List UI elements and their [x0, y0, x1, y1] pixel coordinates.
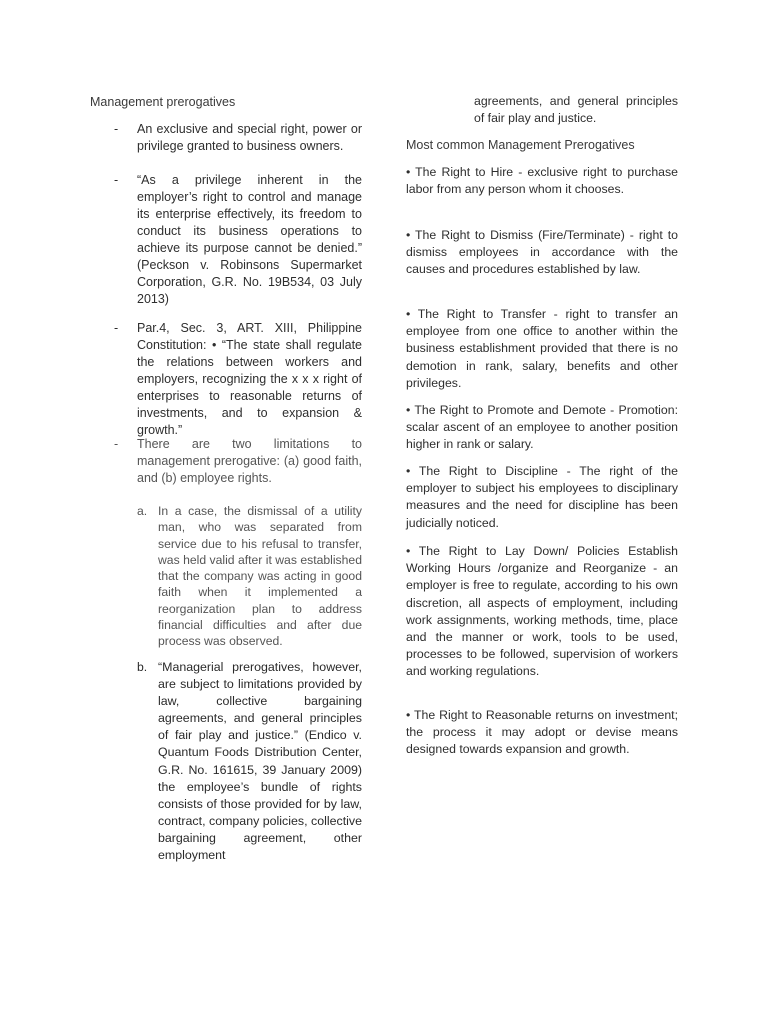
- dash-item-4: There are two limitations to management prerogative: (a) good faith, and (b) employee rights.: [137, 437, 362, 485]
- dash-marker: -: [114, 321, 119, 335]
- dash-item-3: Par.4, Sec. 3, ART. XIII, Philippine Constitution: • “The state shall regulate the relations between workers and employers, recognizing the x x x right of enterprises to reasonable returns of investments, and to expansion & growth.”: [137, 321, 362, 437]
- dash-marker: -: [114, 122, 119, 136]
- sub-item-a: In a case, the dismissal of a utility man, who was separated from service due to his refusal to transfer, was held valid after it was established that the company was acting in good faith when it implemented a reorganization plan to address financial difficulties and after due process was observed.: [158, 504, 362, 649]
- prerogative-discipline: • The Right to Discipline - The right of the employer to subject his employees to disciplinary measures and the need for discipline has been judicially noticed.: [406, 464, 678, 530]
- prerogative-hire: • The Right to Hire - exclusive right to purchase labor from any person whom it chooses.: [406, 165, 678, 197]
- dash-item-2: “As a privilege inherent in the employer’s right to control and manage its enterprise effectively, its freedom to conduct its business operations to achieve its purpose cannot be denied.” (Peckson v. Robinsons Supermarket Corporation, G.R. No. 19B534, 03 July 2013): [137, 173, 362, 306]
- prerogative-transfer: • The Right to Transfer - right to transfer an employee from one office to another within the business establishment provided that there is no demotion in rank, salary, benefits and other privileges.: [406, 307, 678, 390]
- prerogative-returns: • The Right to Reasonable returns on investment; the process it may adopt or devise means designed towards expansion and growth.: [406, 708, 678, 757]
- prerogative-promote: • The Right to Promote and Demote - Promotion: scalar ascent of an employee to another position higher in rank or salary.: [406, 403, 678, 452]
- dash-marker: -: [114, 437, 119, 451]
- right-heading: Most common Management Prerogatives: [406, 138, 635, 152]
- continuation-text: agreements, and general principles of fair play and justice.: [474, 94, 678, 126]
- prerogative-dismiss: • The Right to Dismiss (Fire/Terminate) - right to dismiss employees in accordance with the causes and procedures established by law.: [406, 228, 678, 277]
- sub-marker-a: a.: [137, 504, 148, 518]
- sub-marker-b: b.: [137, 660, 148, 674]
- dash-item-1: An exclusive and special right, power or privilege granted to business owners.: [137, 122, 362, 153]
- sub-item-b: “Managerial prerogatives, however, are subject to limitations provided by law, collective bargaining agreements, and general principles of fair play and justice.” (Endico v. Quantum Foods Distribution Center, G.R. No. 161615, 39 January 2009) the employee’s bundle of rights consists of those provided for by law, contract, company policies, collective bargaining agreement, other employment: [158, 660, 362, 863]
- prerogative-policies: • The Right to Lay Down/ Policies Establish Working Hours /organize and Reorganize - an employer is free to regulate, according to his own discretion, all aspects of employment, including work assignments, working methods, time, place and the manner or work, tools to be used, processes to be followed, supervision of workers and working regulations.: [406, 544, 678, 679]
- left-heading: Management prerogatives: [90, 95, 236, 109]
- dash-marker: -: [114, 173, 119, 187]
